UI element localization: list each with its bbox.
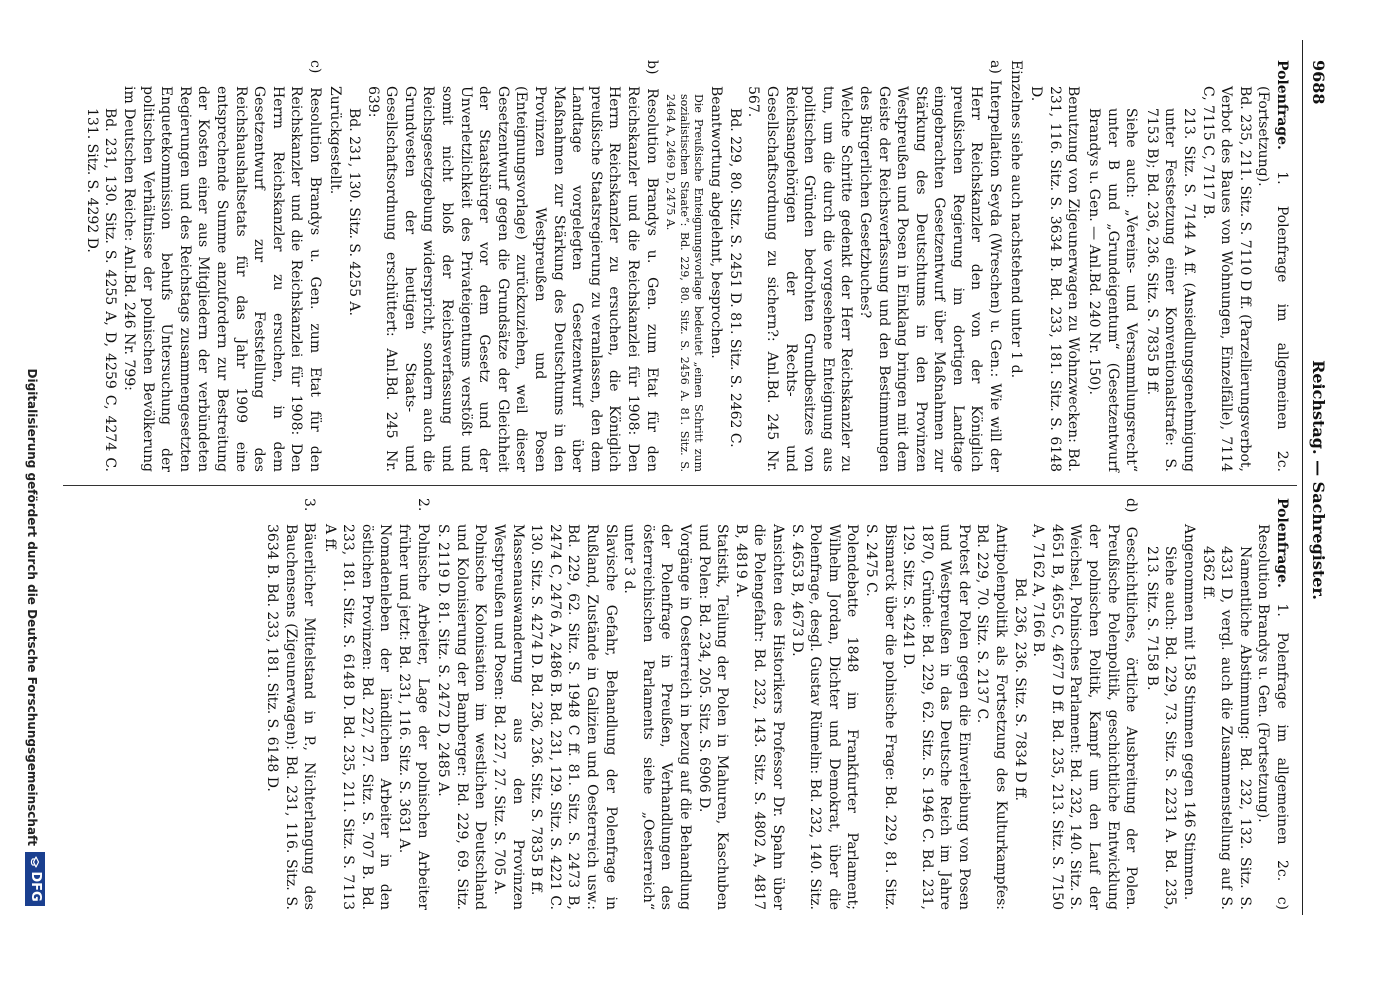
register-entry: Namentliche Abstimmung: Bd. 232, 132. Sitz. S. 4331 D, vergl. auch die Zusammenstellung auf S. 4362 ff. <box>1199 546 1253 910</box>
register-entry: Polenfrage. 1. Polenfrage im allgemeinen 2c. c) Resolution Brandys u. Gen. (Fortsetzung). <box>1255 498 1290 911</box>
register-entry: Slavische Gefahr, Behandlung der Polenfrage in Rußland, Zustände in Galizien und Oesterreich usw.: Bd. 229, 62. Sitz. S. 1948 C ff. 81. Sitz. S. 2473 B, 2474 C, 2476 A, 2486 B. Bd. 231, 129. Sitz. S. 4221 C. 130. Sitz. S. 4274 D. Bd. 236, 236. Sitz. S. 7835 B ff. <box>528 524 619 910</box>
register-entry: 213. Sitz. S. 7144 A ff. (Ansiedlungsgenehmigung unter Festsetzung einer Konventionalstrafe: S. 7153 B); Bd. 236, 236. Sitz. S. 7835 B ff. <box>1143 108 1198 472</box>
register-entry: Polnische Kolonisation im westlichen Deutschland und Kolonisierung der Bamberger: Bd. 229, 69. Sitz. S. 2119 D. 81. Sitz. S. 2472 D, 2485 A. <box>435 524 489 910</box>
page-number: 9688 <box>1309 60 1328 105</box>
register-entry: Bd. 231, 130. Sitz. S. 4255 A. <box>346 108 363 316</box>
register-entry: Welche Schritte gedenkt der Herr Reichskanzler zu tun, um die durch die vorgesehene Enteignung aus politischen Gründen bedrohten Grundbesitzes von Reichsangehörigen der Rechts- und Gesellschaftsordnung zu sichern?: Anl.Bd. 245 Nr. 567. <box>745 86 855 472</box>
page-header <box>1305 60 1327 900</box>
register-entry: Bismarck über die polnische Frage: Bd. 229, 81. Sitz. S. 2475 C. <box>862 524 898 910</box>
register-entry: Beantwortung abgelehnt, besprochen. <box>708 86 725 359</box>
left-column <box>82 60 1291 472</box>
register-entry: a) Interpellation Seyda (Wreschen) u. Gen.: Wie will der Herr Reichskanzler den von der Königlich preußischen Regierung im dortigen Landtage eingebrachten Gesetzentwurf über Maßnahmen zur Stärkung des Deutschtums in den Provinzen Westpreußen und Posen in Einklang bringen mit dem Geiste der Reichsverfassung und den Bestimmungen des Bürgerlichen Gesetzbuches? <box>856 60 1004 472</box>
dfg-logo <box>25 852 45 906</box>
register-entry: Polendebatte 1848 im Frankfurter Parlament; Wilhelm Jordan, Dichter und Demokrat, über die Polenfrage, desgl. Gustav Rümelin: Bd. 232, 140. Sitz. S. 4653 B, 4673 D. <box>788 524 861 910</box>
register-entry: Ansichten des Historikers Professor Dr. Spahn über die Polengefahr: Bd. 232, 143. Sitz. S. 4802 A, 4817 B, 4819 A. <box>732 524 786 910</box>
running-title: Reichstag. — Sachregister. <box>1309 360 1328 600</box>
register-entry: b) Resolution Brandys u. Gen. zum Etat für den Reichskanzler und die Reichskanzlei für 1908: Den Herrn Reichskanzler zu ersuchen, die Königlich preußische Staatsregierung zu veranlassen, den dem Landtage vorgelegten Gesetzentwurf über Maßnahmen zur Stärkung des Deutschtums in den Provinzen Westpreußen und Posen (Enteignungsvorlage) zurückzuziehen, weil dieser Gesetzentwurf gegen die Grundsätze der Gleichheit der Staatsbürger vor dem Gesetz und der Unverletzlichkeit des Privateigentums verstößt und somit nicht bloß der Reichsverfassung und Reichsgesetzgebung widerspricht, sondern auch die Grundvesten der heutigen Staats- und Gesellschaftsordnung erschüttert: Anl.Bd. 245 Nr. 639: <box>364 60 660 472</box>
entry-keyword: Polenfrage. <box>1274 498 1290 588</box>
register-entry: 3. Bäuerlicher Mittelstand in P., Nichterlangung des Bauchensens (Zigeunerwagen): Bd. 231, 116. Sitz. S. 3634 B. Bd. 233, 181. Sitz. S. 6148 D. <box>263 498 318 910</box>
entry-keyword: Polenfrage. <box>1274 60 1290 150</box>
register-entry: Massenauswanderung aus den Provinzen Westpreußen und Posen: Bd. 227, 27. Sitz. S. 705 A. <box>491 524 526 910</box>
register-entry: Benutzung von Zigeunerwagen zu Wohnzwecken: Bd. 231, 116. Sitz. S. 3634 B. Bd. 233, 181. Sitz. S. 6148 D. <box>1028 86 1082 472</box>
header-rule <box>1302 40 1303 915</box>
register-entry: 2. Polnische Arbeiter, Lage der polnischen Arbeiter früher und jetzt: Bd. 231, 116. Sitz. S. 3631 A. <box>396 498 431 910</box>
register-entry: Bd. 229, 80. Sitz. S. 2451 D. 81. Sitz. S. 2462 C. <box>726 108 743 448</box>
register-entry: Statistik, Teilung der Polen in Mahuren, Kaschuben und Polen: Bd. 234, 205. Sitz. S. 6906 D. <box>695 524 731 910</box>
register-entry: Bd. 231, 130. Sitz. S. 4255 A, D, 4259 C, 4274 C. 131. Sitz. S. 4292 D. <box>83 108 119 472</box>
register-entry: c) Resolution Brandys u. Gen. zum Etat für den Reichskanzler und die Reichskanzlei für 1908: Den Herrn Reichskanzler zu ersuchen, in dem Gesetzentwurf zur Feststellung des Reichshaushaltsetats für das Jahr 1909 eine entsprechende Summe anzufordern zur Bestreitung der Kosten einer aus Mitgliedern der verbündeten Regierungen und des Reichstags zusammengesetzten Enquetekommission behufs Untersuchung der politischen Verhältnisse der polnischen Bevölkerung im Deutschen Reiche: Anl.Bd. 246 Nr. 799: <box>120 60 323 472</box>
register-note: Die Preußische Enteignungsvorlage bedeutet „einen Schritt zum sozialistischen Staate“: Bd. 229, 80. Sitz. S. 2456 A. 81. Sitz. S. 2464 A, 2469 D, 2475 A. <box>663 94 705 472</box>
register-entry: Antipolenpolitik als Fortsetzung des Kulturkampfes: Bd. 229, 70. Sitz. S. 2137 C. <box>974 524 1010 910</box>
register-entry: Vorgänge in Oesterreich in bezug auf die Behandlung der Polenfrage in Preußen, Verhandlungen des österreichischen Parlaments siehe „Oesterreich“ unter 3 d. <box>621 524 693 910</box>
page-footer <box>23 40 43 910</box>
register-entry: Protest der Polen gegen die Einverleibung von Posen und Westpreußen in das Deutsche Reich im Jahre 1870, Gründe: Bd. 229, 62. Sitz. S. 1946 C. Bd. 231, 129. Sitz. S. 4241 D. <box>900 524 972 910</box>
column-divider <box>63 485 1297 486</box>
register-entry: Bd. 236, 236. Sitz. S. 7834 D ff. <box>1011 578 1028 802</box>
register-entry: Polenfrage. 1. Polenfrage im allgemeinen 2c. (Fortsetzung). <box>1255 60 1290 472</box>
register-entry: Siehe auch: „Vereins- und Versammlungsrecht“ unter B und „Grundeigentum“ (Gesetzentwurf Brandys u. Gen. — Anl.Bd. 240 Nr. 150). <box>1086 108 1140 472</box>
dfg-logo-icon <box>29 856 41 868</box>
right-column <box>262 498 1291 910</box>
register-entry: Einzelnes siehe auch nachstehend unter 1 d. <box>1007 60 1024 379</box>
register-entry: Siehe auch: Bd. 229, 73. Sitz. S. 2231 A. Bd. 235, 213. Sitz. S. 7158 B. <box>1143 546 1179 910</box>
register-entry: Bd. 235, 211. Sitz. S. 7110 D ff. (Parzellierungsverbot, Verbot des Baues von Wohnungen, Einzelfälle), 7114 C, 7115 C, 7117 B. <box>1199 86 1253 472</box>
register-entry: Nomadenleben der ländlichen Arbeiter in den östlichen Provinzen: Bd. 227, 27. Sitz. S. 707 B. Bd. 233, 181. Sitz. S. 6148 D. Bd. 235, 211. Sitz. S. 7113 A ff. <box>321 524 394 910</box>
register-entry: Angenommen mit 158 Stimmen gegen 146 Stimmen. <box>1181 524 1198 901</box>
dfg-logo-text: DFG <box>28 871 44 902</box>
register-entry: Zurückgestellt. <box>327 86 344 195</box>
digitization-note: Digitalisierung gefördert durch die Deutsche Forschungsgemeinschaft <box>25 368 39 846</box>
register-entry: d) Geschichtliches, örtliche Ausbreitung der Polen. Preußische Polenpolitik, geschichtliche Entwicklung der polnischen Politik, Kampf um den Lauf der Weichsel, Polnisches Parlament: Bd. 232, 140. Sitz. S. 4651 B, 4655 C, 4677 D ff. Bd. 235, 213. Sitz. S. 7150 A, 7162 A, 7166 B. <box>1030 498 1140 910</box>
